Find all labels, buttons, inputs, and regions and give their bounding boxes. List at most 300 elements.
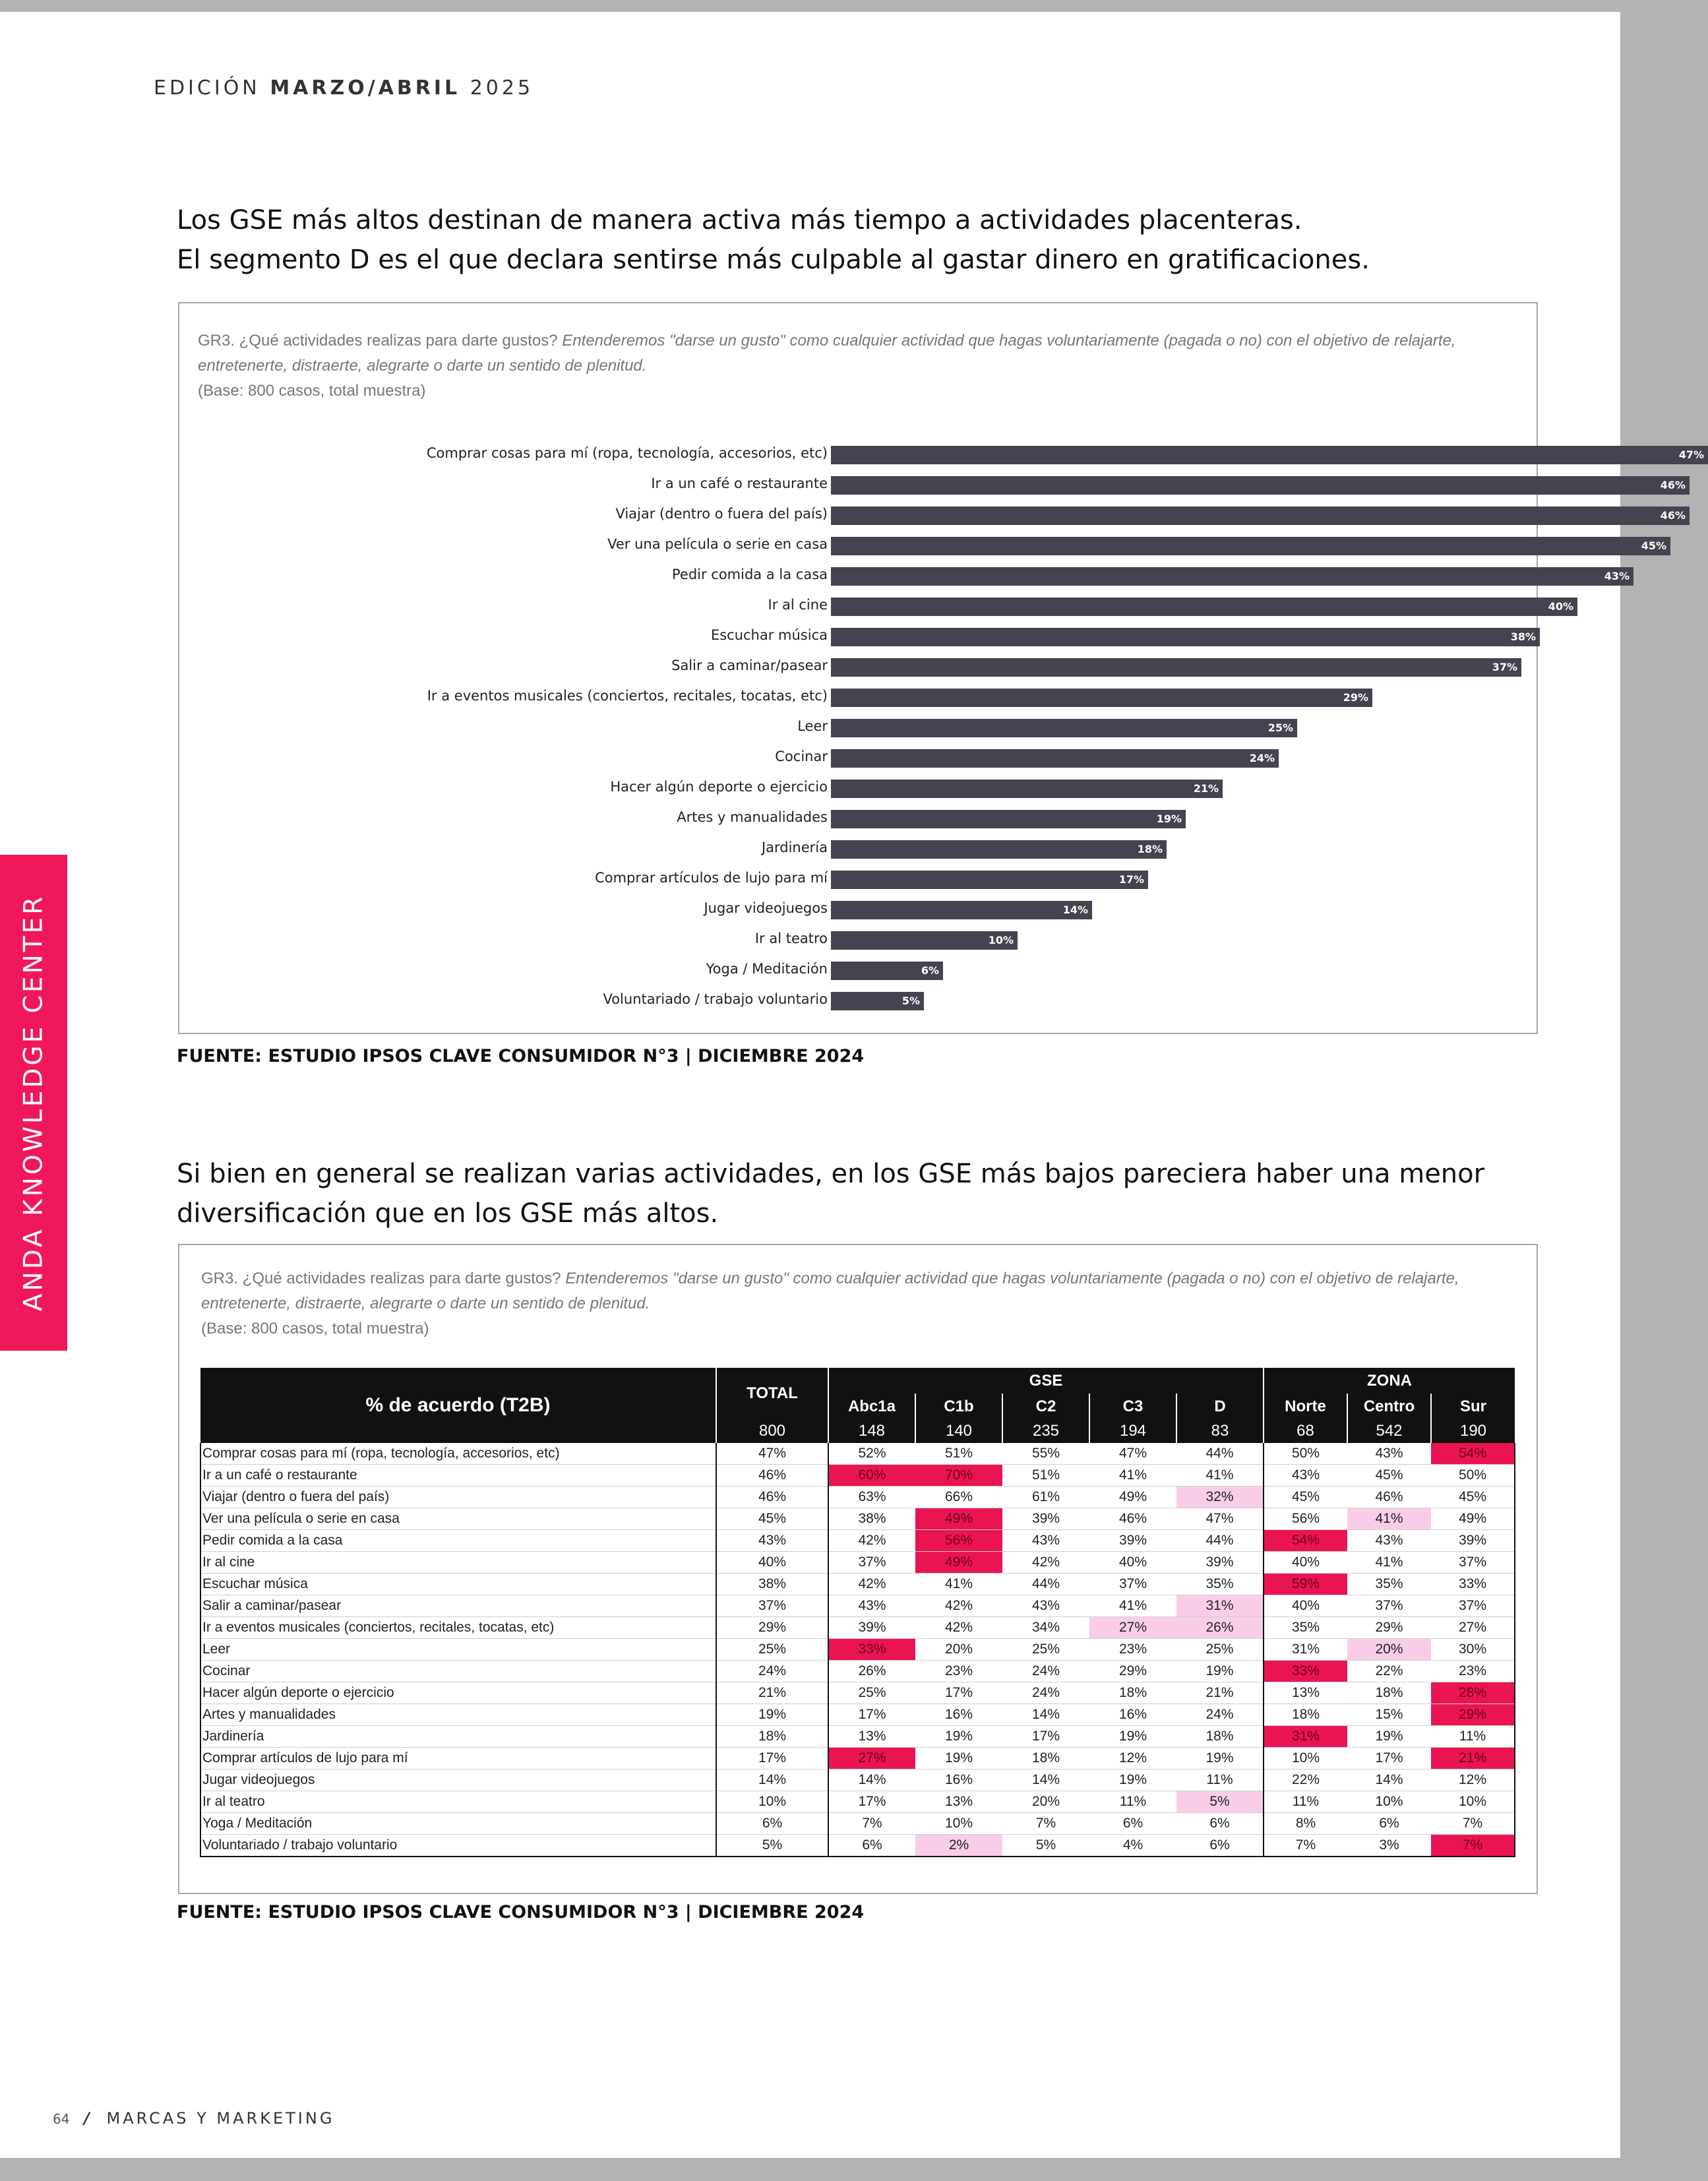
base-norte: 68 <box>1264 1419 1347 1443</box>
table-cell: 45% <box>1264 1487 1347 1508</box>
base-abc1a: 148 <box>828 1419 915 1443</box>
table-cell: 50% <box>1431 1465 1515 1487</box>
bar <box>831 628 1540 646</box>
table-cell: 38% <box>828 1508 915 1530</box>
table-cell: 7% <box>1264 1835 1347 1857</box>
table-cell: 61% <box>1002 1487 1089 1508</box>
bar <box>831 567 1633 586</box>
table-cell: 42% <box>915 1595 1002 1617</box>
table-cell: 37% <box>716 1595 828 1617</box>
table-cell: 42% <box>828 1530 915 1552</box>
table-cell: 19% <box>915 1726 1002 1748</box>
bar-label: Comprar cosas para mí (ropa, tecnología, accesorios, etc) <box>426 445 828 461</box>
bar <box>831 446 1708 464</box>
base-d: 83 <box>1176 1419 1264 1443</box>
table-cell: 6% <box>716 1813 828 1835</box>
table-row <box>200 1769 1515 1791</box>
bar-value-label: 10% <box>988 934 1014 946</box>
table-cell: 20% <box>1347 1639 1431 1661</box>
table-cell: 39% <box>1089 1530 1176 1552</box>
table-cell: 2% <box>915 1835 1002 1857</box>
bar-value-label: 46% <box>1660 509 1686 522</box>
bar-value-label: 17% <box>1118 873 1144 886</box>
table-row <box>200 1835 1515 1857</box>
table-cell: 35% <box>1347 1574 1431 1595</box>
table-cell: 18% <box>1176 1726 1264 1748</box>
table-cell: 13% <box>1264 1682 1347 1704</box>
table-cell: 14% <box>1002 1704 1089 1726</box>
row-label: Ver una película o serie en casa <box>200 1508 716 1530</box>
table-cell: 47% <box>1176 1508 1264 1530</box>
table-cell: 17% <box>828 1791 915 1813</box>
table-cell: 20% <box>1002 1791 1089 1813</box>
table-question-prefix: GR3. ¿Qué actividades realizas para darte gustos? <box>201 1270 561 1287</box>
table-cell: 5% <box>1002 1835 1089 1857</box>
table-cell: 19% <box>1176 1661 1264 1682</box>
edition-prefix: EDICIÓN <box>154 77 260 100</box>
table-cell: 18% <box>1002 1748 1089 1769</box>
table-cell: 24% <box>1002 1682 1089 1704</box>
table-cell: 25% <box>1176 1639 1264 1661</box>
table-cell: 21% <box>1431 1748 1515 1769</box>
row-label: Ir al teatro <box>200 1791 716 1813</box>
table-cell: 16% <box>915 1769 1002 1791</box>
table-cell: 56% <box>915 1530 1002 1552</box>
table-cell: 15% <box>1347 1704 1431 1726</box>
bar-label: Jardinería <box>761 840 828 855</box>
table-cell: 29% <box>716 1617 828 1639</box>
gse-header: GSE <box>828 1368 1264 1394</box>
table-row <box>200 1639 1515 1661</box>
table-cell: 46% <box>1089 1508 1176 1530</box>
section1-headline <box>177 200 1562 280</box>
bar-value-label: 18% <box>1137 843 1163 855</box>
table-cell: 12% <box>1089 1748 1176 1769</box>
table-cell: 23% <box>1431 1661 1515 1682</box>
bar-value-label: 6% <box>921 964 939 977</box>
table-cell: 29% <box>1347 1617 1431 1639</box>
table-row <box>200 1704 1515 1726</box>
bar-label: Escuchar música <box>710 627 828 643</box>
activities-bar-chart <box>198 434 1704 1014</box>
table-row <box>200 1595 1515 1617</box>
table-row <box>200 1661 1515 1682</box>
footer-slash: / <box>84 2109 90 2128</box>
table-cell: 10% <box>1347 1791 1431 1813</box>
table-cell: 34% <box>1002 1617 1089 1639</box>
table-cell: 7% <box>1431 1813 1515 1835</box>
table-cell: 18% <box>716 1726 828 1748</box>
chart-question-prefix: GR3. ¿Qué actividades realizas para darte gustos? <box>198 332 558 350</box>
table-row <box>200 1617 1515 1639</box>
activities-table <box>200 1368 1515 1857</box>
table-cell: 10% <box>915 1813 1002 1835</box>
bar <box>831 780 1223 798</box>
table-cell: 39% <box>1176 1552 1264 1574</box>
edition-month: MARZO/ABRIL <box>270 77 461 100</box>
edition-year: 2025 <box>470 77 534 100</box>
table-cell: 39% <box>1002 1508 1089 1530</box>
table-cell: 5% <box>716 1835 828 1857</box>
table-cell: 21% <box>1176 1682 1264 1704</box>
table-cell: 11% <box>1089 1791 1176 1813</box>
total-header: TOTAL <box>716 1368 828 1419</box>
row-label: Leer <box>200 1639 716 1661</box>
bar <box>831 840 1167 859</box>
table-cell: 60% <box>828 1465 915 1487</box>
table-cell: 27% <box>828 1748 915 1769</box>
bar-label: Yoga / Meditación <box>706 961 828 977</box>
table-cell: 59% <box>1264 1574 1347 1595</box>
table-row <box>200 1443 1515 1465</box>
table-cell: 14% <box>828 1769 915 1791</box>
bar <box>831 931 1018 950</box>
table-cell: 11% <box>1431 1726 1515 1748</box>
table-cell: 20% <box>915 1639 1002 1661</box>
table-cell: 31% <box>1176 1595 1264 1617</box>
table-cell: 27% <box>1089 1617 1176 1639</box>
table-cell: 17% <box>1347 1748 1431 1769</box>
table-cell: 51% <box>915 1443 1002 1465</box>
base-c1b: 140 <box>915 1419 1002 1443</box>
table-cell: 63% <box>828 1487 915 1508</box>
row-label: Jardinería <box>200 1726 716 1748</box>
bar-label: Jugar videojuegos <box>704 900 828 916</box>
table-cell: 41% <box>1089 1465 1176 1487</box>
base-c3: 194 <box>1089 1419 1176 1443</box>
table-cell: 43% <box>1264 1465 1347 1487</box>
table-cell: 12% <box>1431 1769 1515 1791</box>
table-cell: 10% <box>716 1791 828 1813</box>
table-cell: 19% <box>1089 1769 1176 1791</box>
table-cell: 24% <box>1176 1704 1264 1726</box>
section1-headline-line1: Los GSE más altos destinan de manera activa más tiempo a actividades placenteras. <box>177 205 1302 235</box>
bar-label: Ir al cine <box>768 597 828 613</box>
row-label: Ir al cine <box>200 1552 716 1574</box>
base-total: 800 <box>716 1419 828 1443</box>
side-tab-label: ANDA KNOWLEDGE CENTER <box>18 894 49 1312</box>
bar-value-label: 37% <box>1492 661 1517 673</box>
table-cell: 56% <box>1264 1508 1347 1530</box>
table-cell: 10% <box>1264 1748 1347 1769</box>
table-cell: 49% <box>915 1508 1002 1530</box>
bar <box>831 598 1577 616</box>
col-header-c3: C3 <box>1089 1394 1176 1419</box>
table-cell: 37% <box>828 1552 915 1574</box>
table-cell: 41% <box>1176 1465 1264 1487</box>
table-cell: 41% <box>1089 1595 1176 1617</box>
bar <box>831 810 1186 828</box>
table-cell: 26% <box>1176 1617 1264 1639</box>
table-cell: 47% <box>1089 1443 1176 1465</box>
row-label: Ir a eventos musicales (conciertos, recitales, tocatas, etc) <box>200 1617 716 1639</box>
table-cell: 6% <box>1347 1813 1431 1835</box>
publication-name: MARCAS Y MARKETING <box>106 2109 335 2128</box>
table-cell: 13% <box>828 1726 915 1748</box>
bar <box>831 871 1148 889</box>
edition-label <box>154 77 534 100</box>
bar <box>831 537 1670 555</box>
table-cell: 3% <box>1347 1835 1431 1857</box>
table-row <box>200 1813 1515 1835</box>
row-label: Voluntariado / trabajo voluntario <box>200 1835 716 1857</box>
col-header-norte: Norte <box>1264 1394 1347 1419</box>
table-cell: 39% <box>1431 1530 1515 1552</box>
bar <box>831 962 943 980</box>
chart-base-note: (Base: 800 casos, total muestra) <box>198 382 426 400</box>
bar-value-label: 47% <box>1678 448 1704 461</box>
bar <box>831 719 1297 737</box>
table-cell: 23% <box>915 1661 1002 1682</box>
table-title: % de acuerdo (T2B) <box>200 1368 716 1443</box>
bar <box>831 476 1690 495</box>
table-cell: 37% <box>1347 1595 1431 1617</box>
table-cell: 66% <box>915 1487 1002 1508</box>
table-cell: 21% <box>716 1682 828 1704</box>
table-cell: 31% <box>1264 1639 1347 1661</box>
bar-label: Ir a eventos musicales (conciertos, recitales, tocatas, etc) <box>427 688 828 704</box>
table-cell: 44% <box>1176 1443 1264 1465</box>
table-cell: 31% <box>1264 1726 1347 1748</box>
bar-value-label: 45% <box>1641 539 1666 552</box>
row-label: Jugar videojuegos <box>200 1769 716 1791</box>
table-cell: 6% <box>1176 1813 1264 1835</box>
bar-value-label: 25% <box>1267 722 1293 734</box>
table-cell: 55% <box>1002 1443 1089 1465</box>
table-cell: 51% <box>1002 1465 1089 1487</box>
table-cell: 43% <box>716 1530 828 1552</box>
table-cell: 11% <box>1264 1791 1347 1813</box>
table-cell: 22% <box>1264 1769 1347 1791</box>
bar-label: Cocinar <box>775 749 828 764</box>
bar-label: Voluntariado / trabajo voluntario <box>603 991 828 1007</box>
table-cell: 19% <box>716 1704 828 1726</box>
table-cell: 43% <box>1347 1530 1431 1552</box>
bar <box>831 507 1690 525</box>
row-label: Escuchar música <box>200 1574 716 1595</box>
table-cell: 44% <box>1002 1574 1089 1595</box>
table-cell: 10% <box>1431 1791 1515 1813</box>
table-cell: 18% <box>1264 1704 1347 1726</box>
table-cell: 6% <box>1176 1835 1264 1857</box>
table-cell: 47% <box>716 1443 828 1465</box>
table-source: FUENTE: ESTUDIO IPSOS CLAVE CONSUMIDOR N°3 | DICIEMBRE 2024 <box>177 1902 865 1922</box>
table-row <box>200 1552 1515 1574</box>
bar-value-label: 19% <box>1156 813 1182 825</box>
table-cell: 17% <box>716 1748 828 1769</box>
col-header-abc1a: Abc1a <box>828 1394 915 1419</box>
row-label: Hacer algún deporte o ejercicio <box>200 1682 716 1704</box>
table-cell: 44% <box>1176 1530 1264 1552</box>
table-cell: 11% <box>1176 1769 1264 1791</box>
table-cell: 40% <box>1089 1552 1176 1574</box>
table-cell: 37% <box>1089 1574 1176 1595</box>
table-row <box>200 1748 1515 1769</box>
section2-headline-line1: Si bien en general se realizan varias actividades, en los GSE más bajos pareciera haber una menor <box>177 1159 1485 1189</box>
table-cell: 38% <box>716 1574 828 1595</box>
table-row <box>200 1530 1515 1552</box>
row-label: Comprar cosas para mí (ropa, tecnología, accesorios, etc) <box>200 1443 716 1465</box>
table-cell: 43% <box>1002 1530 1089 1552</box>
table-cell: 35% <box>1264 1617 1347 1639</box>
table-cell: 7% <box>1431 1835 1515 1857</box>
table-cell: 6% <box>1089 1813 1176 1835</box>
table-cell: 24% <box>716 1661 828 1682</box>
bar-value-label: 38% <box>1510 630 1536 643</box>
table-question <box>201 1266 1520 1341</box>
table-cell: 18% <box>1347 1682 1431 1704</box>
bar-label: Viajar (dentro o fuera del país) <box>615 506 828 522</box>
footer <box>53 2109 334 2128</box>
table-row <box>200 1487 1515 1508</box>
col-header-c1b: C1b <box>915 1394 1002 1419</box>
chart-question <box>198 328 1517 404</box>
table-cell: 4% <box>1089 1835 1176 1857</box>
bar <box>831 749 1279 768</box>
table-cell: 25% <box>1002 1639 1089 1661</box>
bar-value-label: 24% <box>1249 752 1275 764</box>
col-header-d: D <box>1176 1394 1264 1419</box>
bar-value-label: 29% <box>1343 691 1368 704</box>
table-cell: 14% <box>716 1769 828 1791</box>
table-cell: 46% <box>716 1487 828 1508</box>
row-label: Cocinar <box>200 1661 716 1682</box>
bar-value-label: 5% <box>901 995 920 1007</box>
table-cell: 50% <box>1264 1443 1347 1465</box>
table-cell: 27% <box>1431 1617 1515 1639</box>
col-header-centro: Centro <box>1347 1394 1431 1419</box>
table-question-definition: Entenderemos "darse un gusto" como cualquier actividad que hagas voluntariamente (pagada o no) con el objetivo de relajarte, entretenerte, distraerte, alegrarte o darte un sentido de plenitud. <box>201 1270 1459 1312</box>
table-row <box>200 1791 1515 1813</box>
table-cell: 19% <box>1176 1748 1264 1769</box>
table-row <box>200 1726 1515 1748</box>
table-cell: 19% <box>1089 1726 1176 1748</box>
bar-label: Hacer algún deporte o ejercicio <box>610 779 828 795</box>
bar <box>831 992 924 1010</box>
row-label: Salir a caminar/pasear <box>200 1595 716 1617</box>
base-centro: 542 <box>1347 1419 1431 1443</box>
table-cell: 54% <box>1264 1530 1347 1552</box>
bar-label: Ir a un café o restaurante <box>651 476 828 491</box>
table-cell: 5% <box>1176 1791 1264 1813</box>
table-cell: 29% <box>1431 1704 1515 1726</box>
bar <box>831 901 1092 919</box>
section1-headline-line2: El segmento D es el que declara sentirse más culpable al gastar dinero en gratificaciones. <box>177 245 1370 275</box>
table-cell: 49% <box>915 1552 1002 1574</box>
table-cell: 24% <box>1002 1661 1089 1682</box>
table-base-note: (Base: 800 casos, total muestra) <box>201 1320 429 1337</box>
bar-value-label: 46% <box>1660 479 1686 491</box>
table-cell: 30% <box>1431 1639 1515 1661</box>
bar-value-label: 21% <box>1193 782 1219 795</box>
table-cell: 29% <box>1089 1661 1176 1682</box>
table-row <box>200 1682 1515 1704</box>
section2-headline-line2: diversificación que en los GSE más altos. <box>177 1198 719 1229</box>
table-cell: 46% <box>716 1465 828 1487</box>
base-sur: 190 <box>1431 1419 1515 1443</box>
table-cell: 42% <box>915 1617 1002 1639</box>
table-cell: 52% <box>828 1443 915 1465</box>
page-number: 64 <box>53 2111 70 2127</box>
table-cell: 35% <box>1176 1574 1264 1595</box>
table-cell: 17% <box>828 1704 915 1726</box>
table-cell: 6% <box>828 1835 915 1857</box>
table-cell: 45% <box>1431 1487 1515 1508</box>
table-cell: 40% <box>1264 1552 1347 1574</box>
col-header-sur: Sur <box>1431 1394 1515 1419</box>
table-cell: 70% <box>915 1465 1002 1487</box>
bar-label: Artes y manualidades <box>677 809 828 825</box>
table-cell: 16% <box>915 1704 1002 1726</box>
table-row <box>200 1465 1515 1487</box>
table-cell: 39% <box>828 1617 915 1639</box>
table-cell: 37% <box>1431 1595 1515 1617</box>
table-cell: 40% <box>1264 1595 1347 1617</box>
table-cell: 16% <box>1089 1704 1176 1726</box>
zona-header: ZONA <box>1264 1368 1515 1394</box>
table-cell: 18% <box>1089 1682 1176 1704</box>
col-header-c2: C2 <box>1002 1394 1089 1419</box>
table-cell: 14% <box>1002 1769 1089 1791</box>
chart-question-definition: Entenderemos "darse un gusto" como cualquier actividad que hagas voluntariamente (pagada o no) con el objetivo de relajarte, entretenerte, distraerte, alegrarte o darte un sentido de plenitud. <box>198 332 1456 375</box>
table-cell: 42% <box>828 1574 915 1595</box>
table-cell: 43% <box>828 1595 915 1617</box>
table-cell: 7% <box>1002 1813 1089 1835</box>
table-cell: 8% <box>1264 1813 1347 1835</box>
bar-value-label: 43% <box>1604 570 1630 582</box>
side-tab <box>0 855 67 1351</box>
table-cell: 33% <box>828 1639 915 1661</box>
table-cell: 49% <box>1431 1508 1515 1530</box>
table-cell: 40% <box>716 1552 828 1574</box>
row-label: Comprar artículos de lujo para mí <box>200 1748 716 1769</box>
table-cell: 23% <box>1089 1639 1176 1661</box>
bar-label: Ir al teatro <box>754 931 828 946</box>
table-cell: 32% <box>1176 1487 1264 1508</box>
table-body <box>200 1443 1515 1857</box>
table-cell: 26% <box>828 1661 915 1682</box>
chart-source: FUENTE: ESTUDIO IPSOS CLAVE CONSUMIDOR N°3 | DICIEMBRE 2024 <box>177 1046 865 1066</box>
row-label: Artes y manualidades <box>200 1704 716 1726</box>
row-label: Ir a un café o restaurante <box>200 1465 716 1487</box>
table-cell: 37% <box>1431 1552 1515 1574</box>
table-cell: 33% <box>1431 1574 1515 1595</box>
table-cell: 7% <box>828 1813 915 1835</box>
bar-label: Pedir comida a la casa <box>671 567 828 582</box>
table-cell: 49% <box>1089 1487 1176 1508</box>
bar <box>831 689 1372 707</box>
row-label: Viajar (dentro o fuera del país) <box>200 1487 716 1508</box>
row-label: Pedir comida a la casa <box>200 1530 716 1552</box>
table-cell: 43% <box>1347 1443 1431 1465</box>
row-label: Yoga / Meditación <box>200 1813 716 1835</box>
table-cell: 17% <box>915 1682 1002 1704</box>
table-cell: 19% <box>1347 1726 1431 1748</box>
base-c2: 235 <box>1002 1419 1089 1443</box>
table-cell: 19% <box>915 1748 1002 1769</box>
table-cell: 22% <box>1347 1661 1431 1682</box>
table-row <box>200 1574 1515 1595</box>
table-cell: 42% <box>1002 1552 1089 1574</box>
bar-label: Salir a caminar/pasear <box>671 658 828 673</box>
table-cell: 45% <box>1347 1465 1431 1487</box>
bar-label: Comprar artículos de lujo para mí <box>595 870 828 886</box>
table-cell: 43% <box>1002 1595 1089 1617</box>
table-cell: 25% <box>828 1682 915 1704</box>
bar-value-label: 14% <box>1062 904 1088 916</box>
table-cell: 17% <box>1002 1726 1089 1748</box>
bar <box>831 658 1521 677</box>
